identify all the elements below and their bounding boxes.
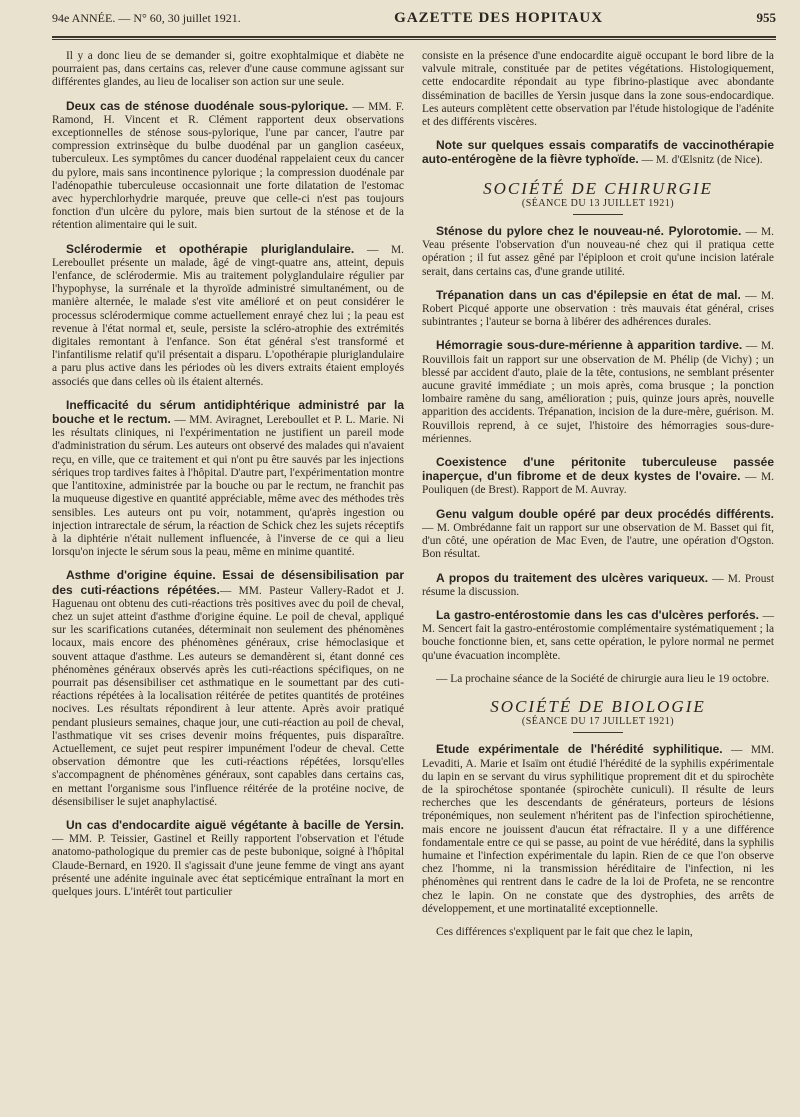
article-title: Deux cas de sténose duodénale sous-pylorique. <box>66 98 349 113</box>
closing-paragraph: Ces différences s'expliquent par le fait que chez le lapin, <box>436 925 693 938</box>
article-title: Asthme d'origine équine. Essai de désensibilisation par des cuti-réactions répétées. <box>52 568 404 597</box>
journal-title: GAZETTE DES HOPITAUX <box>394 10 604 26</box>
article-title: Un cas d'endocardite aiguë végétante à bacille de Yersin. <box>66 817 404 832</box>
article-title: Hémorragie sous-dure-mérienne à apparition tardive. <box>436 338 743 353</box>
section-divider <box>573 732 623 733</box>
article-title: Coexistence d'une péritonite tuberculeuse passée inaperçue, d'un fibrome et de deux kystes de l'ovaire. <box>422 455 774 484</box>
article-genu-valgum <box>422 508 774 562</box>
continuation-paragraph: consiste en la présence d'une endocardite aiguë occupant le bord libre de la valvule mitrale, constituée par de petites végétations. Histologiquement, cette endocardite répondait au type fibrino-plastique avec abondante dissémination de bacilles de Yersin jusque dans la zone sous-endocardique. Les auteurs complètent cette observation par l'étude histologique de l'adénite et des différents viscères. <box>422 50 774 129</box>
article-body: — MM. Aviragnet, Lereboullet et P. L. Marie. Ni les résultats cliniques, ni l'expérimentation ne justifient un pareil mode d'administration du sérum. Les auteurs ont observé des malades qui n'avaient reçu, en ville, que ce traitement et qui n'ont pu être sauvés par les injections sériques trop tardives faites à l'hôpital. D'autre part, l'expérimentation montre que l'antitoxine, administrée par la bouche ou par le rectum, ne franchit pas la muqueuse digestive en quantité appréciable, même avec des méthodes très sensibles. Les auteurs ont pu voir, notamment, qu'après ingestion ou injection intrarectale de sérum, la réaction de Schick chez les sujets réceptifs à la diphtérie n'était nullement influencée, à l'inverse de ce qui a lieu lorsqu'on injecte le sérum sous la peau, même en minime quantité. <box>52 414 404 559</box>
left-column <box>52 50 404 949</box>
article-body: — MM. Pasteur Vallery-Radot et J. Haguenau ont obtenu des cuti-réactions très positives avec du poil de cheval, chez un sujet atteint d'asthme d'origine équine. Le poil de cheval, appliqué sur les scarifications cutanées, déterminait non seulement des phénomènes locaux, mais encore des phénomènes généraux, crise hémoclasique et souvent attaque d'asthme. Les auteurs se demandèrent si, étant donné ces phénomènes généraux observés après les cuti-réactions spécifiques, on ne pourrait pas désensibiliser cet asthmatique en le soumettant par des cuti-réactions répétées à la localisation réitérée de petites quantités de protéines nocives. Les résultats répondirent à leur attente. Après avoir pratiqué pendant plusieurs semaines, chaque jour, une cuti-réaction au poil de cheval, l'asthmatique vit ses crises devenir moins fréquentes, puis disparaître. Actuellement, ce sujet peut respirer impunément l'odeur de cheval. Cette observation démontre que les cuti-réactions répétées, lorsqu'elles s'accompagnent de phénomènes généraux, sont capables dans certains cas, en mettant l'organisme sous l'influence réitérée de la protéine nocive, de désensibiliser le sujet anaphylactisé. <box>52 584 404 808</box>
article-body: — MM. F. Ramond, H. Vincent et R. Clément rapportent deux observations exceptionnelles de sténose sous-pylorique, l'une par cancer, l'autre par compression extrinsèque du bulbe duodénal par un ganglion caséeux, tuberculeux. Les symptômes du cancer duodénal rappelaient ceux du cancer du pylore, mais sans incontinence pylorique ; la compression duodénale par l'adénopathie tuberculeuse occasionnait une forte dilatation de l'estomac avec hyperchlorhydrie marquée, preuve que celle-ci n'est pas toujours fonction d'un ulcère du pylore, mais bien surtout de la sténose et de la rétention alimentaire qui le suit. <box>52 100 404 232</box>
article-title: Sclérodermie et opothérapie pluriglandulaire. <box>66 241 355 256</box>
article-peritonite <box>422 456 774 498</box>
article-title: A propos du traitement des ulcères variqueux. <box>436 570 709 585</box>
article-body: — M. Lereboullet présente un malade, âgé de vingt-quatre ans, atteint, depuis l'enfance, de sclérodermie. Mis au traitement polyglandulaire régulier par l'hypophyse, la surrénale et la thyroïde administré simultanément, ou de manière alternée, le malade s'est vite amélioré et on peut considérer le processus sclérodermique comme actuellement enrayé chez lui ; la peau est revenue à l'état normal et, seule, persiste la scléro-atrophie des extrémités digitales remontant à l'enfance. Son état général s'est transformé et l'infantilisme relatif qu'il présentait a disparu. L'opothérapie pluriglandulaire a paru plus active dans les périodes où les divers extraits étaient employés associés que dans celles où ils étaient alternés. <box>52 243 404 388</box>
header-rule-thin <box>52 39 776 40</box>
article-duodenal <box>52 100 404 233</box>
section-date-biologie: (SÉANCE DU 17 JUILLET 1921) <box>521 716 675 728</box>
section-title-chirurgie: SOCIÉTÉ DE CHIRURGIE <box>483 178 713 198</box>
article-title: Inefficacité du sérum antidiphtérique administré par la bouche et le rectum. <box>52 397 404 427</box>
issue-line: 94e ANNÉE. — N° 60, 30 juillet 1921. <box>52 11 241 25</box>
section-date-chirurgie: (SÉANCE DU 13 JUILLET 1921) <box>521 197 675 209</box>
article-title: Trépanation dans un cas d'épilepsie en état de mal. <box>436 287 741 302</box>
header-rule <box>52 36 776 38</box>
article-body: — MM. P. Teissier, Gastinel et Reilly rapportent l'observation et l'étude anatomo-pathologique du premier cas de peste bubonique, soigné à l'hôpital Claude-Bernard, en 1920. Il s'agissait d'une jeune femme de vingt ans ayant présenté une adénite inguinale avec état septicémique entraînant la mort en quelques jours. L'intérêt tout particulier <box>52 833 404 898</box>
article-title: Note sur quelques essais comparatifs de vaccinothérapie auto-entérogène de la fièvre typhoïde. <box>422 138 774 167</box>
article-ulceres-variqueux <box>422 572 774 599</box>
article-endocardite <box>52 819 404 899</box>
article-body: — M. d'Œlsnitz (de Nice). <box>638 154 763 167</box>
article-body: — M. Rouvillois fait un rapport sur une observation de M. Phélip (de Vichy) ; un blessé par accident d'auto, plaie de la tête, contusions, ne semblant présenter aucune gravité immédiate ; un mois après, coma brusque ; la ponction lombaire ramène du sang, amélioration ; puis, quinze jours après, nouvelle apparition des accidents. Trépanation, incision de la dure-mère, guérison. M. Rouvillois reprend, à ce sujet, l'histoire des hémorragies sous-dure-mériennes. <box>422 340 775 445</box>
article-serum <box>52 399 404 559</box>
next-session-note: — La prochaine séance de la Société de chirurgie aura lieu le 19 octobre. <box>436 672 770 685</box>
article-vaccinotherapie <box>422 139 774 167</box>
article-asthme <box>52 569 404 809</box>
article-body: — M. Robert Picqué apporte une observation : très mauvais état général, crises subintrantes ; l'auteur se borna à libérer des adhérences durales. <box>422 289 774 329</box>
intro-paragraph: Il y a donc lieu de se demander si, goitre exophtalmique et diabète ne pourraient pas, dans certains cas, relever d'une cause commune agissant sur différentes glandes, au lieu de localiser son action sur une seule. <box>52 50 404 89</box>
article-title: Sténose du pylore chez le nouveau-né. Pylorotomie. <box>436 224 742 239</box>
article-body: — MM. Levaditi, A. Marie et Isaïm ont étudié l'hérédité de la syphilis expérimentale du lapin en se servant du virus syphilitique proprement dit et du spirochète de la spirochétose spontanée (spirochète cuniculi). Il résulte de leurs recherches que les descendants de générateurs, porteurs de lésions tréponémiques, non seulement n'héritent pas de l'infection spirochétienne, mais encore ne jouissent d'aucun état réfractaire. Il y a une différence fondamentale entre ce qui se passe, au point de vue hérédité, dans la syphilis humaine et l'infection expérimentale du lapin. Rien de ce que l'on observe chez l'homme, ni la transmission héréditaire de l'infection, ni les phénomènes qui rentrent dans le cadre de la loi de Profeta, ne se rencontre chez le lapin. On ne constate que des dystrophies, des arrêts de développement, et une mortinatalité exceptionnelle. <box>422 744 774 915</box>
section-title-biologie: SOCIÉTÉ DE BIOLOGIE <box>490 696 706 716</box>
article-title: Etude expérimentale de l'hérédité syphilitique. <box>436 742 723 757</box>
article-hemorragie <box>422 339 774 446</box>
page-number: 955 <box>756 10 776 25</box>
page-header <box>52 10 776 36</box>
right-column <box>422 50 774 949</box>
article-trepanation <box>422 289 774 330</box>
article-title: Genu valgum double opéré par deux procédés différents. <box>436 506 774 521</box>
article-sclerodermie <box>52 243 404 389</box>
columns <box>52 50 776 949</box>
article-gastro-enterostomie <box>422 609 774 663</box>
article-body: — M. Sencert fait la gastro-entérostomie complémentaire systématiquement ; la bouche fonctionne bien, et, sans cette opération, le pylore normal ne permet qu'une évacuation incomplète. <box>422 609 774 662</box>
article-heredite <box>422 743 774 916</box>
article-body: — M. Proust résume la discussion. <box>422 572 774 598</box>
article-body: — M. Veau présente l'observation d'un nouveau-né chez qui il pratiqua cette opération ; il fut assez gêné par l'épiploon et croit qu'une incision latérale serait, dans certains cas, d'une grande utilité. <box>422 226 774 278</box>
section-divider <box>573 214 623 215</box>
article-body: — M. Ombrédanne fait un rapport sur une observation de M. Basset qui fit, d'un côté, une opération de Mac Even, de l'autre, une opération d'Ogston. Bon résultat. <box>422 521 774 561</box>
article-body: — M. Pouliquen (de Brest). Rapport de M. Auvray. <box>422 471 774 497</box>
article-title: La gastro-entérostomie dans les cas d'ulcères perforés. <box>436 607 759 622</box>
article-stenose <box>422 225 774 279</box>
